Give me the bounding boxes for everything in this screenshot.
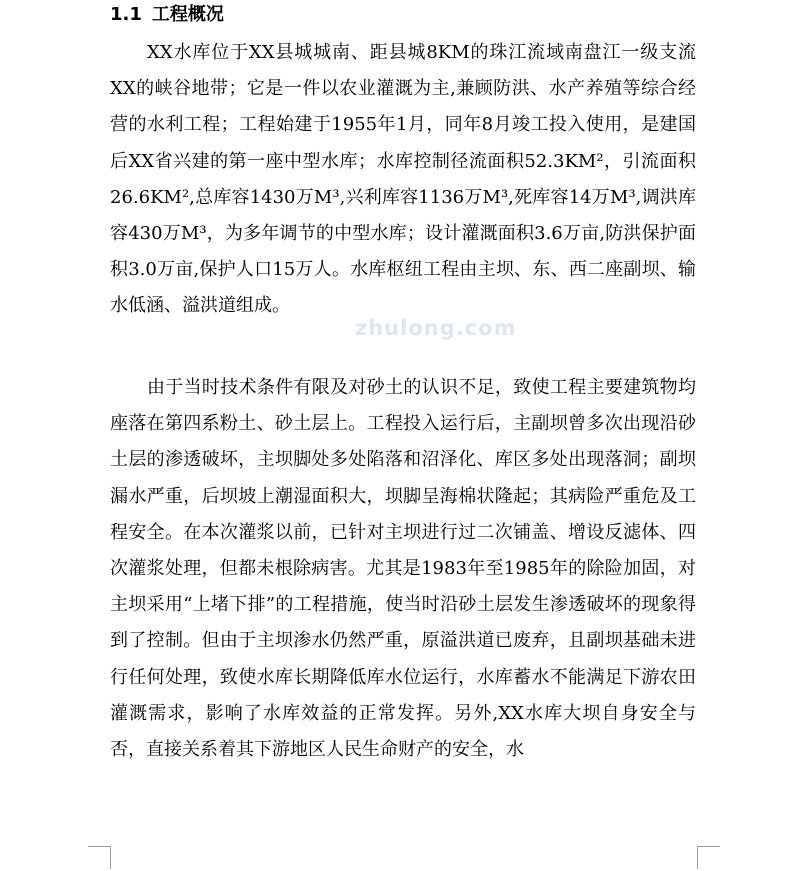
page-corner-mark-right (697, 846, 720, 869)
section-title: 工程概况 (151, 4, 224, 25)
paragraph-history: 由于当时技术条件有限及对砂土的认识不足，致使工程主要建筑物均座落在第四系粉土、砂土层上。工程投入运行后，主副坝曾多次出现沿砂土层的渗透破坏，主坝脚处多处陷落和沼泽化、库区多处出现落洞；副坝漏水严重，后坝坡上潮湿面积大，坝脚呈海棉状隆起；其病险严重危及工程安全。在本次灌浆以前，已针对主坝进行过二次铺盖、增设反滤体、四次灌浆处理，但都未根除病害。尤其是1983年至1985年的除险加固，对主坝采用“上堵下排”的工程措施，使当时沿砂土层发生渗透破坏的现象得到了控制。但由于主坝渗水仍然严重，原溢洪道已废弃，且副坝基础未进行任何处理，致使水库长期降低库水位运行，水库蓄水不能满足下游农田灌溉需求，影响了水库效益的正常发挥。另外,XX水库大坝自身安全与否，直接关系着其下游地区人民生命财产的安全，水 (110, 377, 696, 761)
section-number: 1.1 (110, 4, 142, 25)
watermark: zhulong.com (355, 316, 517, 340)
paragraph-overview: XX水库位于XX县城城南、距县城8KM的珠江流域南盘江一级支流XX的峡谷地带；它是一件以农业灌溉为主,兼顾防洪、水产养殖等综合经营的水利工程；工程始建于1955年1月，同年8月竣工投入使用，是建国后XX省兴建的第一座中型水库；水库控制径流面积52.3KM²，引流面积26.6KM²,总库容1430万M³,兴利库容1136万M³,死库容14万M³,调洪库容430万M³，为多年调节的中型水库；设计灌溉面积3.6万亩,防洪保护面积3.0万亩,保护人口15万人。水库枢纽工程由主坝、东、西二座副坝、输水低涵、溢洪道组成。 (110, 42, 696, 317)
section-heading (110, 3, 224, 27)
page-corner-mark-left (88, 846, 111, 869)
